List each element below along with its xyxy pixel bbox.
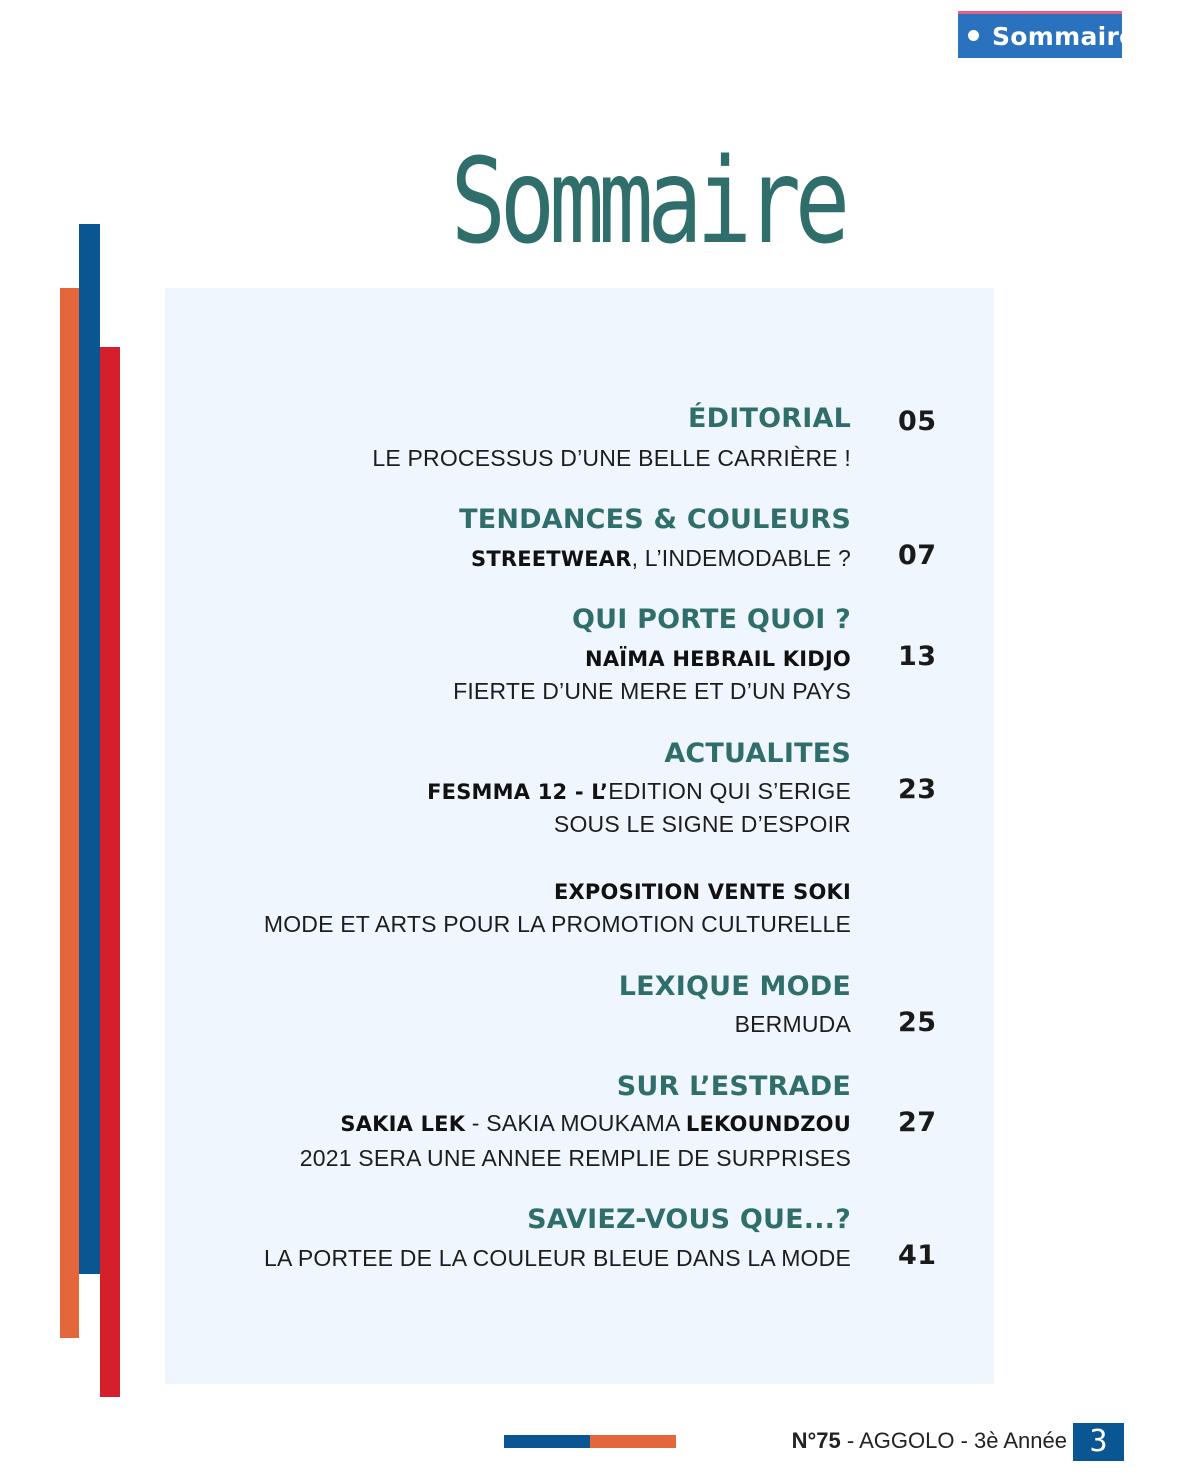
category-sur-lestrade[interactable]: SUR L’ESTRADE xyxy=(616,1071,851,1102)
page-number-editorial: 05 xyxy=(898,406,937,437)
entry-bold: STREETWEAR xyxy=(471,547,632,571)
entry-text: - SAKIA MOUKAMA xyxy=(465,1110,686,1136)
entry-text: EDITION QUI S’ERIGE xyxy=(608,778,851,804)
issue-number: N°75 xyxy=(791,1428,841,1453)
decor-bar-red xyxy=(100,347,120,1397)
category-tendances[interactable]: TENDANCES & COULEURS xyxy=(459,504,851,535)
category-lexique-mode[interactable]: LEXIQUE MODE xyxy=(618,971,851,1002)
entry-subtitle: MODE ET ARTS POUR LA PROMOTION CULTURELLE xyxy=(263,911,851,937)
entry-text: , L’INDEMODABLE ? xyxy=(631,545,851,571)
entry-subtitle: LE PROCESSUS D’UNE BELLE CARRIÈRE ! xyxy=(372,445,851,471)
category-saviez-vous-que[interactable]: SAVIEZ-VOUS QUE...? xyxy=(527,1204,851,1235)
entry-subtitle: BERMUDA xyxy=(734,1011,851,1037)
entry-subtitle xyxy=(340,1110,851,1137)
entry-subtitle xyxy=(427,778,851,805)
entry-subtitle xyxy=(585,645,851,672)
entry-subtitle[interactable] xyxy=(554,878,851,905)
page-number-actualites: 23 xyxy=(898,774,937,805)
entry-subtitle: LA PORTEE DE LA COULEUR BLEUE DANS LA MODE xyxy=(263,1245,851,1271)
page-number-saviez-vous-que: 41 xyxy=(898,1240,937,1271)
page-number-lexique-mode: 25 xyxy=(898,1007,937,1038)
tab-label: Sommaire xyxy=(992,22,1137,51)
decor-bar-blue xyxy=(79,224,100,1274)
category-actualites[interactable]: ACTUALITES xyxy=(664,738,851,769)
entry-bold: FESMMA 12 - L’ xyxy=(427,780,609,804)
bullet-icon xyxy=(968,30,979,41)
entry-subtitle: SOUS LE SIGNE D’ESPOIR xyxy=(553,811,851,837)
page-title: Sommaire xyxy=(450,132,844,270)
entry-subtitle: 2021 SERA UNE ANNEE REMPLIE DE SURPRISES xyxy=(299,1145,851,1171)
category-editorial[interactable]: ÉDITORIAL xyxy=(687,403,851,434)
tab-accent-line xyxy=(958,11,1122,14)
page-number-box: 3 xyxy=(1073,1423,1124,1461)
footer-bar-blue xyxy=(504,1435,590,1448)
entry-bold: EXPOSITION VENTE SOKI xyxy=(553,880,851,904)
sommaire-tab[interactable] xyxy=(958,14,1137,58)
page-number-sur-lestrade: 27 xyxy=(898,1107,937,1138)
decor-bar-orange xyxy=(60,288,79,1338)
footer-text: - AGGOLO - 3è Année xyxy=(840,1428,1067,1453)
entry-bold: SAKIA LEK xyxy=(340,1112,466,1136)
footer-bar-orange xyxy=(590,1435,676,1448)
page-number-tendances: 07 xyxy=(898,540,937,571)
entry-subtitle: FIERTE D’UNE MERE ET D’UN PAYS xyxy=(453,678,851,704)
footer-issue-info xyxy=(792,1428,1067,1454)
category-qui-porte-quoi[interactable]: QUI PORTE QUOI ? xyxy=(571,604,851,635)
entry-subtitle xyxy=(471,545,851,572)
entry-bold: LEKOUNDZOU xyxy=(685,1112,851,1136)
page-number-qui-porte-quoi: 13 xyxy=(898,641,937,672)
entry-bold: NAÏMA HEBRAIL KIDJO xyxy=(585,647,851,671)
